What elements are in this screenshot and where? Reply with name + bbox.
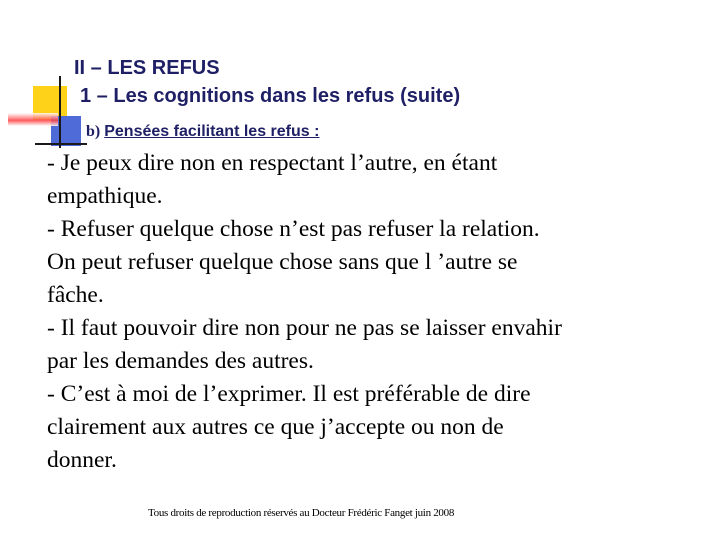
point-heading-title: Pensées facilitant les refus : (104, 123, 320, 140)
body-line: - C’est à moi de l’exprimer. Il est préférable de dire (47, 381, 531, 407)
body-line: On peut refuser quelque chose sans que l ’autre se (47, 249, 518, 275)
body-line: - Je peux dire non en respectant l’autre, en étant (47, 150, 498, 176)
decorative-red-bar (8, 113, 58, 126)
body-line: clairement aux autres ce que j’accepte ou non de (47, 414, 504, 440)
body-line: par les demandes des autres. (47, 348, 314, 374)
body-line: empathique. (47, 183, 163, 209)
body-line: - Refuser quelque chose n’est pas refuser la relation. (47, 216, 540, 242)
copyright-footer: Tous droits de reproduction réservés au Docteur Frédéric Fanget juin 2008 (148, 507, 455, 519)
section-heading: II – LES REFUS (74, 57, 220, 79)
point-heading (86, 123, 319, 141)
body-text (47, 147, 687, 477)
point-heading-prefix: b) (86, 123, 105, 140)
decorative-horizontal-line (35, 143, 87, 145)
body-line: fâche. (47, 282, 104, 308)
body-line: donner. (47, 447, 117, 473)
subsection-heading: 1 – Les cognitions dans les refus (suite) (80, 85, 461, 107)
decorative-vertical-line (59, 76, 61, 148)
body-line: - Il faut pouvoir dire non pour ne pas se laisser envahir (47, 315, 562, 341)
